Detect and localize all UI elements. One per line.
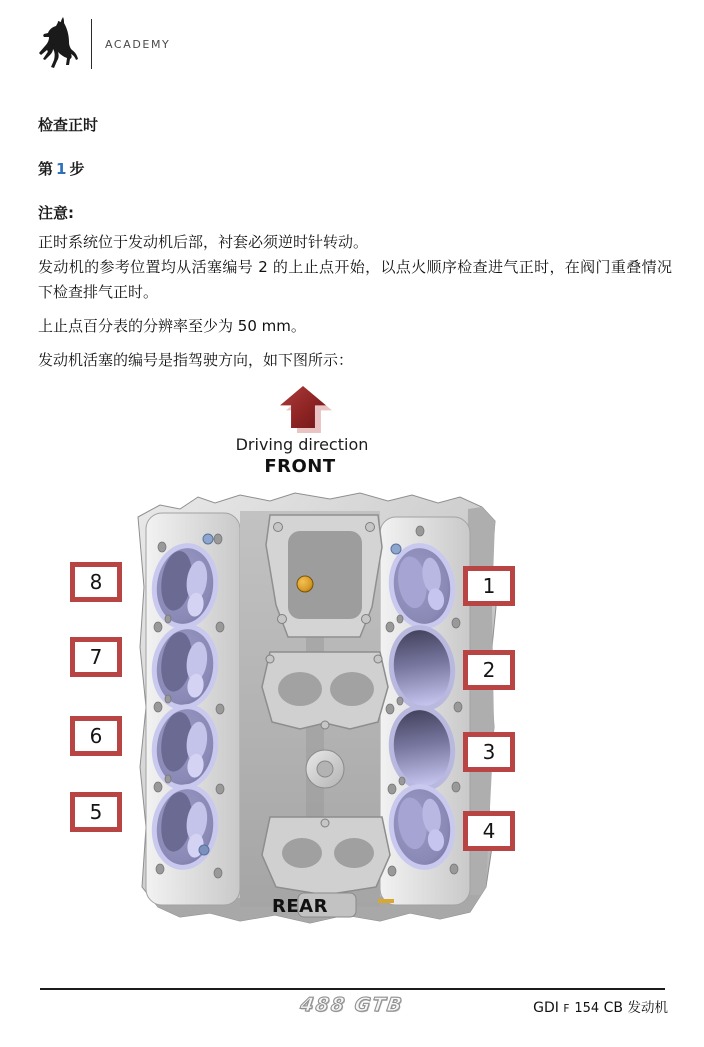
model-logo-488gtb: 488 GTB <box>298 994 406 1016</box>
paragraph-piston-numbering: 发动机活塞的编号是指驾驶方向，如下图所示： <box>38 351 354 369</box>
engine-label-cb: CB <box>603 1000 624 1016</box>
paragraph-timing <box>38 230 672 305</box>
brand-name: ACADEMY <box>105 37 171 51</box>
engine-block-illustration <box>120 487 510 927</box>
page-title: 检查正时 <box>38 116 99 134</box>
step-prefix: 第 <box>38 160 54 178</box>
cylinder-label-4: 4 <box>463 811 515 851</box>
front-label: FRONT <box>264 456 336 477</box>
cylinder-label-2: 2 <box>463 650 515 690</box>
engine-label-chinese: 发动机 <box>627 1000 668 1016</box>
engine-label-f: F <box>563 1003 570 1015</box>
brand-divider <box>91 19 92 69</box>
cylinder-label-6: 6 <box>70 716 122 756</box>
note-label: 注意: <box>38 204 74 222</box>
footer-engine-label <box>533 996 668 1016</box>
step-heading <box>38 158 84 179</box>
step-number: 1 <box>56 160 67 178</box>
paragraph-timing-line2: 发动机的参考位置均从活塞编号 2 的上止点开始，以点火顺序检查进气正时，在阀门重叠情况下检查排气正时。 <box>38 258 672 301</box>
cylinder-label-3: 3 <box>463 732 515 772</box>
ferrari-horse-icon <box>36 14 82 74</box>
paragraph-timing-line1: 正时系统位于发动机后部，衬套必须逆时针转动。 <box>38 233 369 251</box>
rear-label: REAR <box>272 896 328 917</box>
brand-header <box>36 14 170 74</box>
cylinder-label-1: 1 <box>463 566 515 606</box>
footer-rule <box>40 988 665 990</box>
driving-direction-arrow-icon <box>280 386 334 434</box>
driving-direction-caption: Driving direction <box>235 435 369 454</box>
step-suffix: 步 <box>69 160 85 178</box>
cylinder-label-8: 8 <box>70 562 122 602</box>
cylinder-label-7: 7 <box>70 637 122 677</box>
engine-label-number: 154 <box>574 1001 600 1016</box>
paragraph-gauge: 上止点百分表的分辨率至少为 50 mm。 <box>38 317 306 335</box>
engine-label-gdi: GDI <box>533 1000 559 1016</box>
cylinder-label-5: 5 <box>70 792 122 832</box>
